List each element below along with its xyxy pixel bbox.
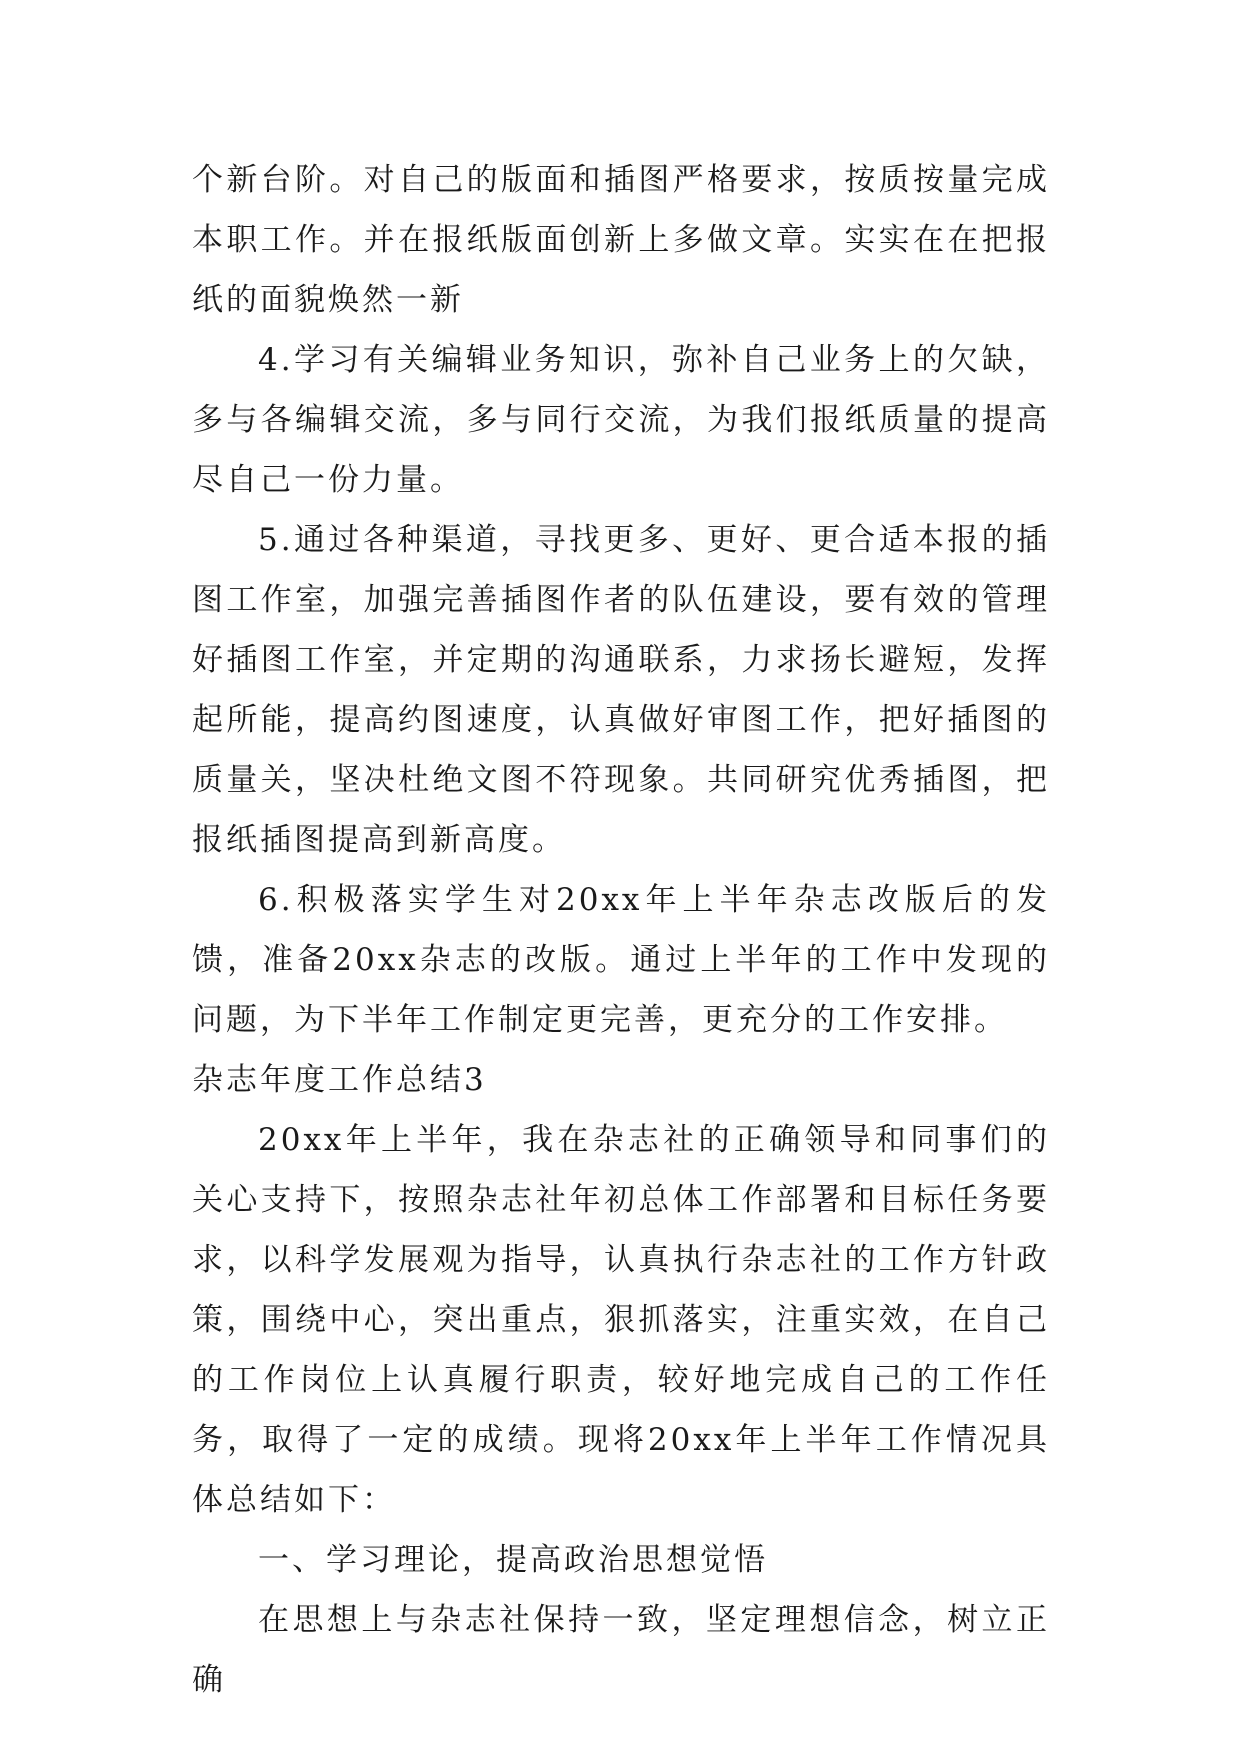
document-page [192, 150, 1050, 1710]
section-heading: 杂志年度工作总结3 [192, 1062, 487, 1098]
paragraph-item-6: 6.积极落实学生对20xx年上半年杂志改版后的发馈，准备20xx杂志的改版。通过上半年的工作中发现的问题，为下半年工作制定更完善，更充分的工作安排。 [192, 882, 1050, 1038]
paragraph-intro: 20xx年上半年，我在杂志社的正确领导和同事们的关心支持下，按照杂志社年初总体工作部署和目标任务要求，以科学发展观为指导，认真执行杂志社的工作方针政策，围绕中心，突出重点，狠抓落实，注重实效，在自己的工作岗位上认真履行职责，较好地完成自己的工作任务，取得了一定的成绩。现将20xx年上半年工作情况具体总结如下： [192, 1122, 1050, 1518]
paragraph-body: 在思想上与杂志社保持一致，坚定理想信念，树立正确 [192, 1602, 1050, 1698]
subsection-heading: 一、学习理论，提高政治思想觉悟 [258, 1542, 768, 1578]
paragraph-item-5: 5.通过各种渠道，寻找更多、更好、更合适本报的插图工作室，加强完善插图作者的队伍建设，要有效的管理好插图工作室，并定期的沟通联系，力求扬长避短，发挥起所能，提高约图速度，认真做好审图工作，把好插图的质量关，坚决杜绝文图不符现象。共同研究优秀插图，把报纸插图提高到新高度。 [192, 522, 1050, 858]
paragraph-continuation: 个新台阶。对自己的版面和插图严格要求，按质按量完成本职工作。并在报纸版面创新上多做文章。实实在在把报纸的面貌焕然一新 [192, 162, 1050, 318]
paragraph-item-4: 4.学习有关编辑业务知识，弥补自己业务上的欠缺，多与各编辑交流，多与同行交流，为我们报纸质量的提高尽自己一份力量。 [192, 342, 1050, 498]
